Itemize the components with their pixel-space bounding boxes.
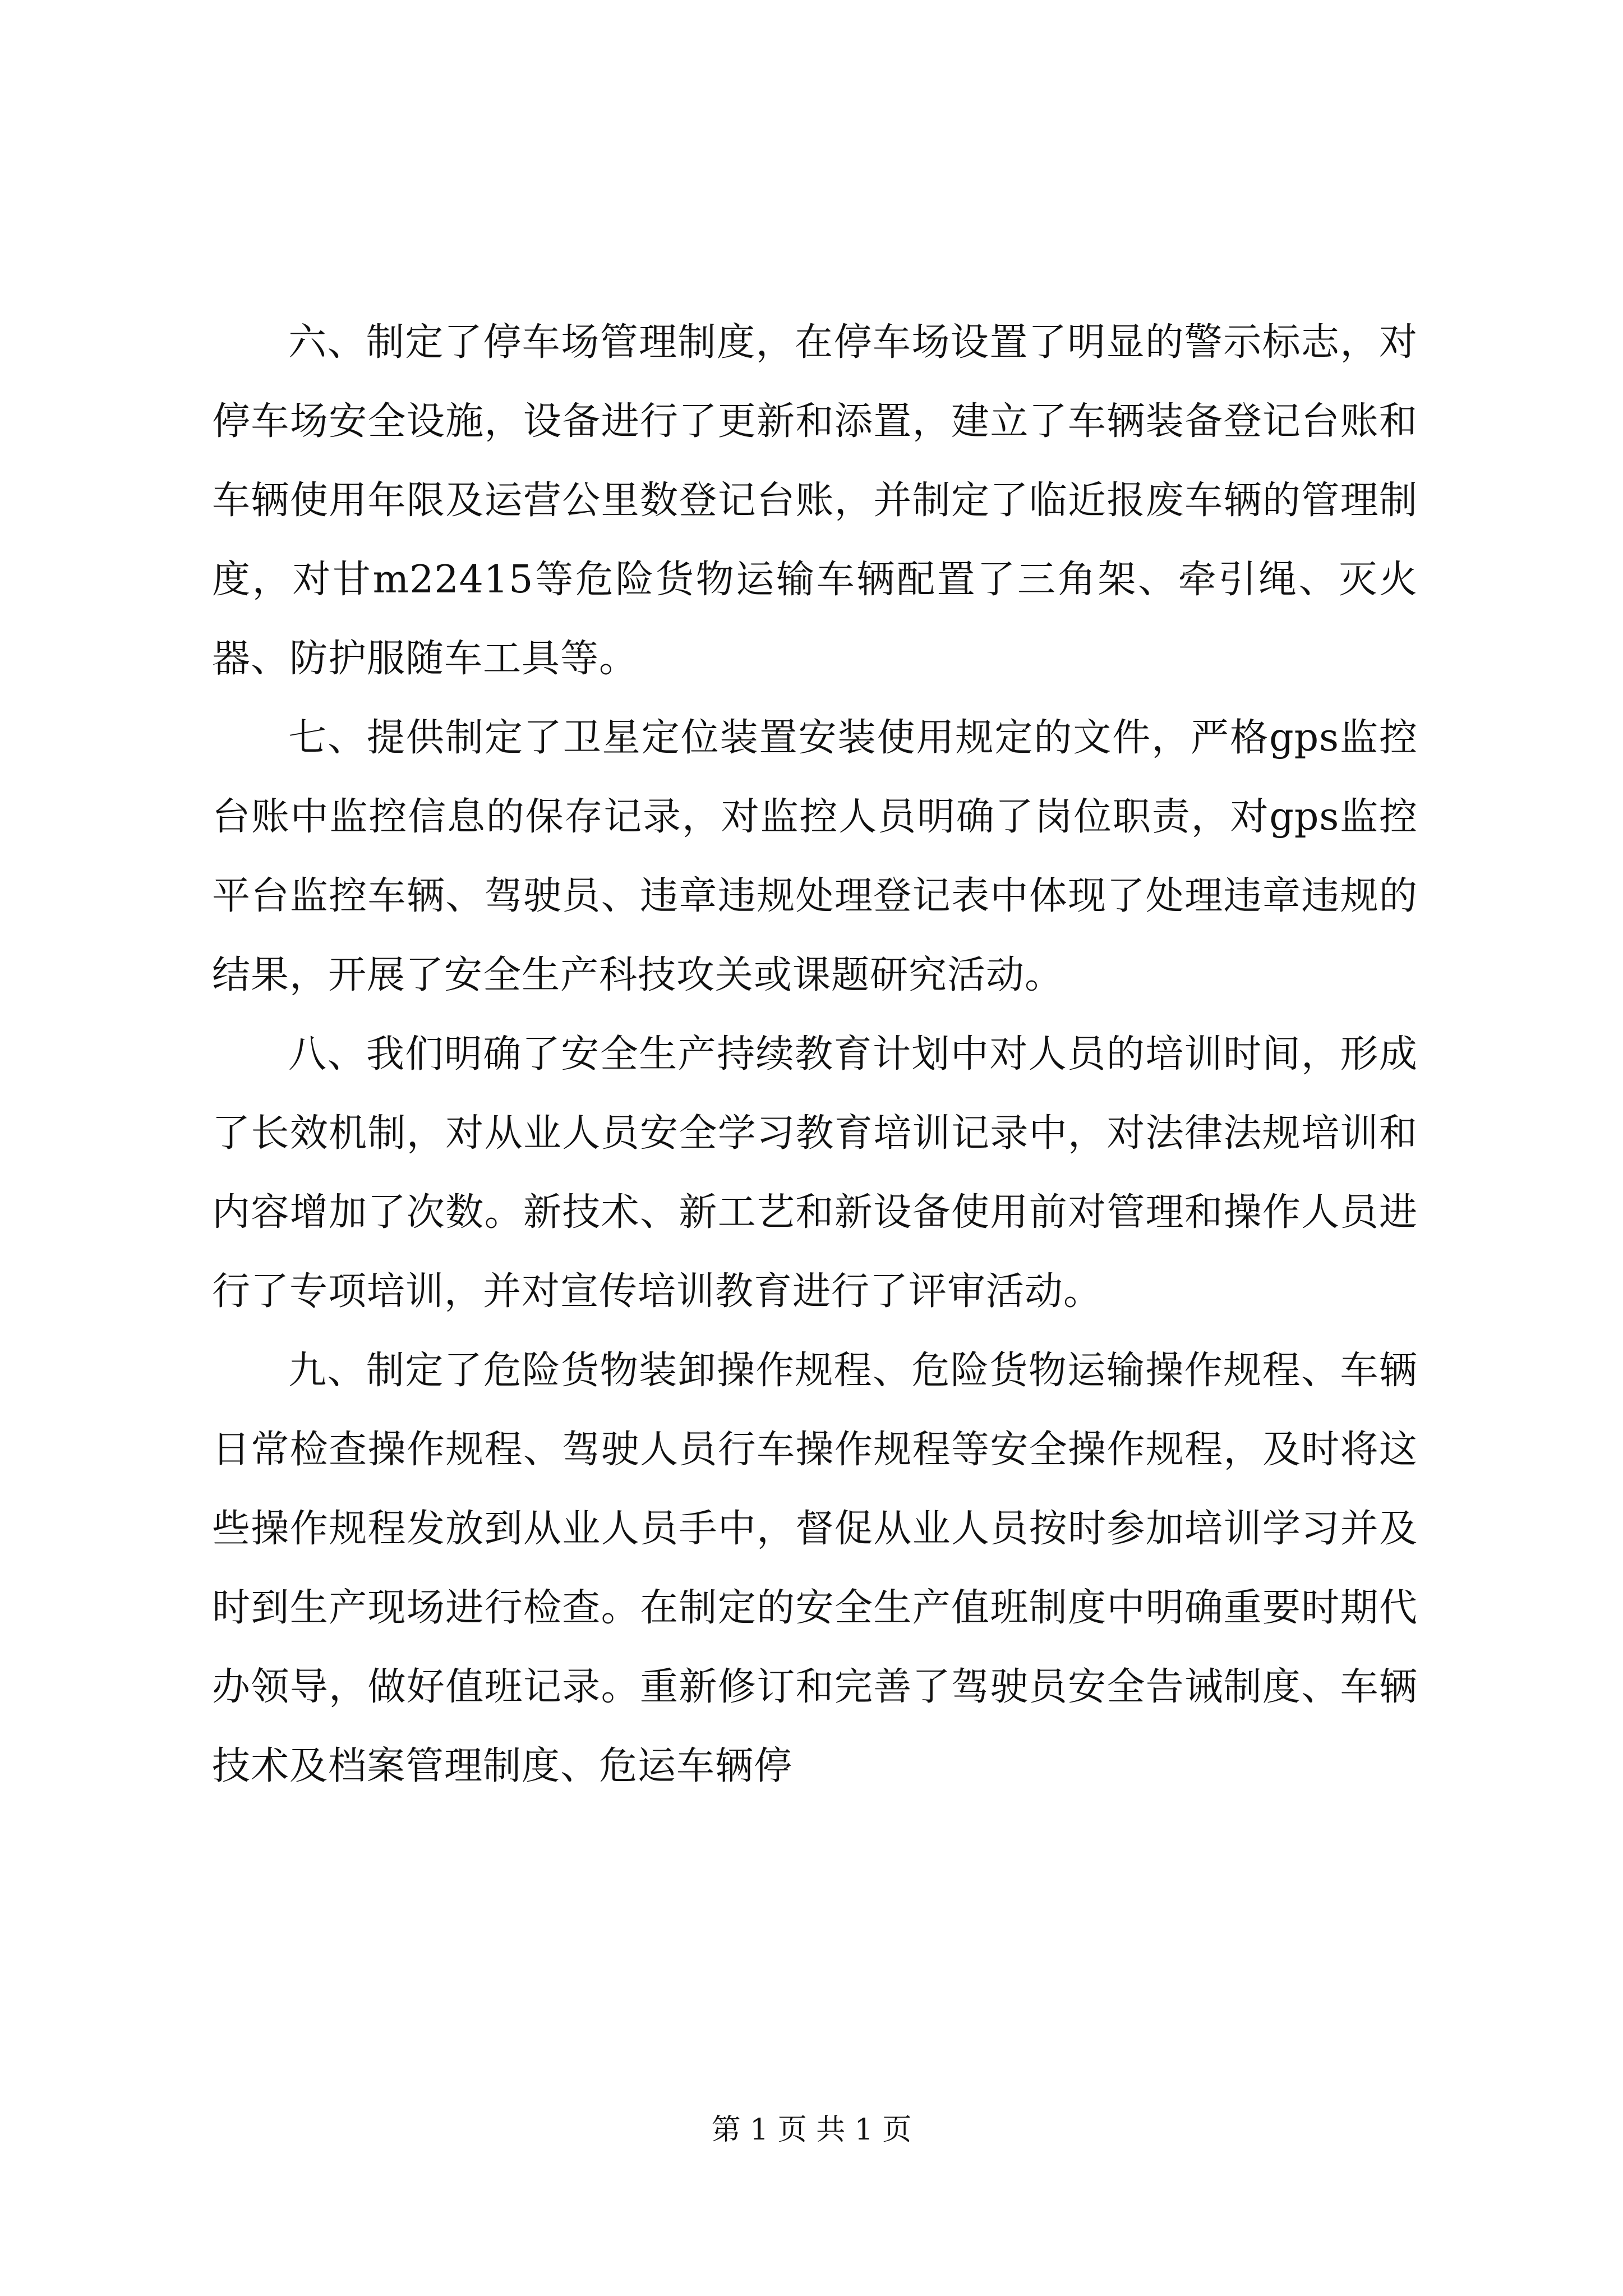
document-body (212, 303, 1418, 1806)
page-footer: 第 1 页 共 1 页 (711, 2113, 912, 2147)
paragraph-6: 六、制定了停车场管理制度，在停车场设置了明显的警示标志，对停车场安全设施，设备进行了更新和添置，建立了车辆装备登记台账和车辆使用年限及运营公里数登记台账，并制定了临近报废车辆的管理制度，对甘m22415等危险货物运输车辆配置了三角架、牵引绳、灭火器、防护服随车工具等。 (212, 320, 1418, 681)
paragraph-9: 九、制定了危险货物装卸操作规程、危险货物运输操作规程、车辆日常检查操作规程、驾驶人员行车操作规程等安全操作规程，及时将这些操作规程发放到从业人员手中，督促从业人员按时参加培训学习并及时到生产现场进行检查。在制定的安全生产值班制度中明确重要时期代办领导，做好值班记录。重新修订和完善了驾驶员安全告诫制度、车辆技术及档案管理制度、危运车辆停 (212, 1349, 1418, 1788)
paragraph-7: 七、提供制定了卫星定位装置安装使用规定的文件，严格gps监控台账中监控信息的保存记录，对监控人员明确了岗位职责，对gps监控平台监控车辆、驾驶员、违章违规处理登记表中体现了处理违章违规的结果，开展了安全生产科技攻关或课题研究活动。 (212, 716, 1418, 997)
paragraph-8: 八、我们明确了安全生产持续教育计划中对人员的培训时间，形成了长效机制，对从业人员安全学习教育培训记录中，对法律法规培训和内容增加了次数。新技术、新工艺和新设备使用前对管理和操作人员进行了专项培训，并对宣传培训教育进行了评审活动。 (212, 1032, 1418, 1314)
